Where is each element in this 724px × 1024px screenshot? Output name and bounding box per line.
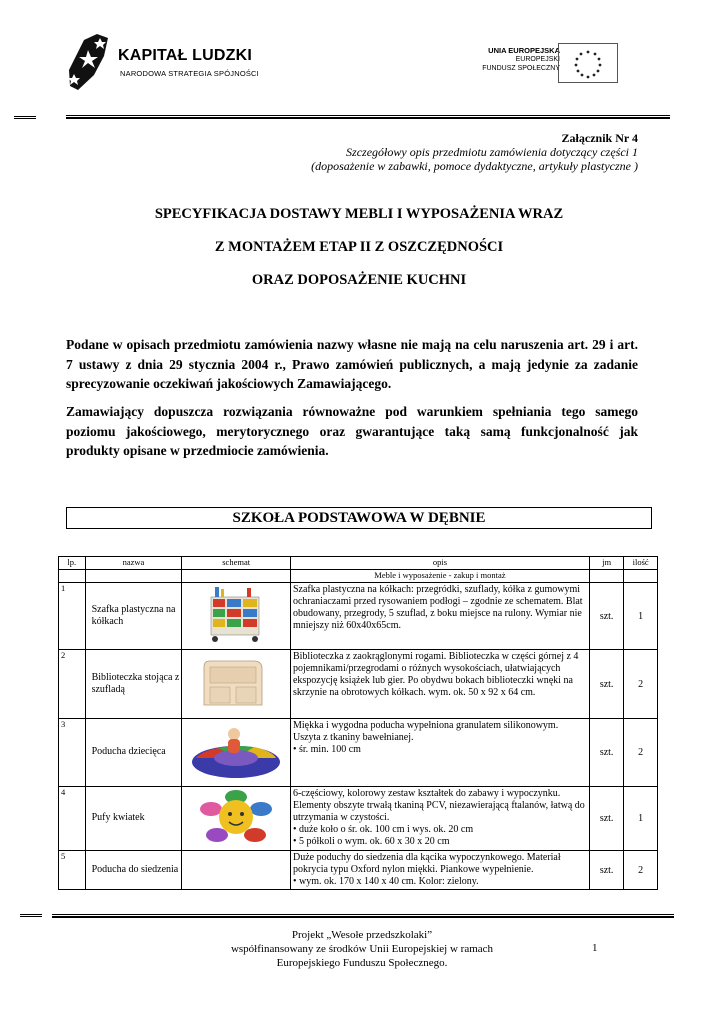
subheader-category: Meble i wyposażenie - zakup i montaż xyxy=(290,570,589,583)
row-name: Szafka plastyczna na kółkach xyxy=(85,583,182,650)
row-description: Miękka i wygodna poducha wypełniona granulatem silikonowym. Uszyta z tkaniny bawełnianej. • śr. min. 100 cm xyxy=(290,719,589,787)
cushion-icon xyxy=(182,719,291,787)
bookcase-icon xyxy=(182,650,291,719)
header-opis: opis xyxy=(290,557,589,570)
footer-line-2: współfinansowany ze środków Unii Europejskiej w ramach xyxy=(230,943,494,955)
header-lp: lp. xyxy=(59,557,86,570)
paragraph-equivalent-solutions: Zamawiający dopuszcza rozwiązania równoważne pod warunkiem spełniania tego samego poziomu jakościowego, merytorycznego oraz gwarantujące taką samą funkcjonalność jak produkty opisane w przedmiocie zamówienia. xyxy=(66,404,638,458)
eu-line-1: UNIA EUROPEJSKA xyxy=(488,46,560,55)
table-row xyxy=(59,719,658,787)
eu-flag-icon xyxy=(558,43,618,83)
row-jm: szt. xyxy=(589,583,623,650)
flower-poufs-icon xyxy=(182,787,291,851)
row-qty: 1 xyxy=(624,787,658,851)
row-jm: szt. xyxy=(589,851,623,890)
row-description: Duże poduchy do siedzenia dla kącika wypoczynkowego. Materiał pokrycia typu Oxford nylon miękki. Piankowe wypełnienie. • wym. ok. 170 x 140 x 40 cm. Kolor: zielony. xyxy=(290,851,589,890)
footer-block xyxy=(0,928,724,970)
row-qty: 2 xyxy=(624,851,658,890)
row-jm: szt. xyxy=(589,719,623,787)
kapital-ludzki-title: KAPITAŁ LUDZKI xyxy=(118,47,253,64)
kapital-ludzki-logo-icon xyxy=(64,30,114,94)
table-header-row xyxy=(59,557,658,570)
table-subheader-row xyxy=(59,570,658,583)
annex-line-1: Szczegółowy opis przedmiotu zamówienia dotyczący części 1 xyxy=(346,145,638,159)
header-rule xyxy=(66,115,670,116)
row-qty: 2 xyxy=(624,650,658,719)
footer-rule-left xyxy=(20,914,42,915)
row-description: Biblioteczka z zaokrąglonymi rogami. Biblioteczka w części górnej z 4 pojemnikami/przegrodami o różnych wysokościach, ułatwiających ekspozycję książek lub gier. Po obydwu bokach biblioteczki wnęki na skrzynie na obrotowych kółkach. wym. ok. 50 x 92 x 64 cm. xyxy=(290,650,589,719)
row-qty: 1 xyxy=(624,583,658,650)
annex-line-2: (doposażenie w zabawki, pomoce dydaktyczne, artykuły plastyczne ) xyxy=(311,159,638,173)
row-name: Pufy kwiatek xyxy=(85,787,182,851)
row-name: Poducha do siedzenia xyxy=(85,851,182,890)
row-description: 6-częściowy, kolorowy zestaw kształtek do zabawy i wypoczynku. Elementy obszyte trwałą tkaniną PCV, niezawierającą ftalanów, łatwą do utrzymania w czystości. • duże koło o śr. ok. 100 cm i wys. ok. 20 cm • 5 półkoli o wym. ok. 60 x 30 x 20 cm xyxy=(290,787,589,851)
header-schemat: schemat xyxy=(182,557,291,570)
row-jm: szt. xyxy=(589,650,623,719)
header-nazwa: nazwa xyxy=(85,557,182,570)
row-lp: 3 xyxy=(59,719,86,787)
row-lp: 1 xyxy=(59,583,86,650)
row-lp: 5 xyxy=(59,851,86,890)
row-lp: 2 xyxy=(59,650,86,719)
row-lp: 4 xyxy=(59,787,86,851)
header-ilosc: ilość xyxy=(624,557,658,570)
table-row xyxy=(59,787,658,851)
spec-title-line-2: Z MONTAŻEM ETAP II Z OSZCZĘDNOŚCI xyxy=(214,239,504,255)
header-rule-2 xyxy=(66,117,670,119)
page-number: 1 xyxy=(592,942,598,954)
row-qty: 2 xyxy=(624,719,658,787)
header-jm: jm xyxy=(589,557,623,570)
row-jm: szt. xyxy=(589,787,623,851)
footer-rule xyxy=(52,914,674,915)
eu-line-2: EUROPEJSKI xyxy=(515,56,560,63)
annex-block xyxy=(311,131,638,173)
spec-title-line-3: ORAZ DOPOSAŻENIE KUCHNI xyxy=(251,272,467,288)
art-cabinet-icon xyxy=(182,583,291,650)
annex-title: Załącznik Nr 4 xyxy=(561,131,638,145)
eu-logo-text xyxy=(482,46,560,73)
table-row xyxy=(59,650,658,719)
footer-line-3: Europejskiego Funduszu Społecznego. xyxy=(276,957,448,969)
kapital-ludzki-subtitle: NARODOWA STRATEGIA SPÓJNOŚCI xyxy=(120,69,259,78)
row-name: Biblioteczka stojąca z szufladą xyxy=(85,650,182,719)
eu-line-3: FUNDUSZ SPOŁECZNY xyxy=(482,65,560,72)
table-row xyxy=(59,583,658,650)
spec-title-line-1: SPECYFIKACJA DOSTAWY MEBLI I WYPOSAŻENIA WRAZ xyxy=(154,206,564,222)
row-description: Szafka plastyczna na kółkach: przegródki, szuflady, kółka z gumowymi ochraniaczami przed rysowaniem podłogi – zgodnie ze schematem. Blat obudowany, przegrody, 5 szuflad, z boku miejsce na rulony. Wymiar nie mniejszy niż 60x40x65cm. xyxy=(290,583,589,650)
header-rule-left xyxy=(14,116,36,117)
row-image-empty xyxy=(182,851,291,890)
footer-rule-left-2 xyxy=(20,916,42,917)
paragraph-legal-note: Podane w opisach przedmiotu zamówienia nazwy własne nie mają na celu naruszenia art. 29 i art. 7 ustawy z dnia 29 stycznia 2004 r., Prawo zamówień publicznych, a mają jedynie za zadanie sprecyzowanie oczekiwań jakościowych Zamawiającego. xyxy=(66,337,638,391)
row-name: Poducha dziecięca xyxy=(85,719,182,787)
school-name-box: SZKOŁA PODSTAWOWA W DĘBNIE xyxy=(66,507,652,529)
specification-table xyxy=(58,556,658,890)
footer-rule-2 xyxy=(52,916,674,918)
header-rule-left-2 xyxy=(14,118,36,119)
footer-line-1: Projekt „Wesołe przedszkolaki” xyxy=(291,929,433,941)
table-row xyxy=(59,851,658,890)
